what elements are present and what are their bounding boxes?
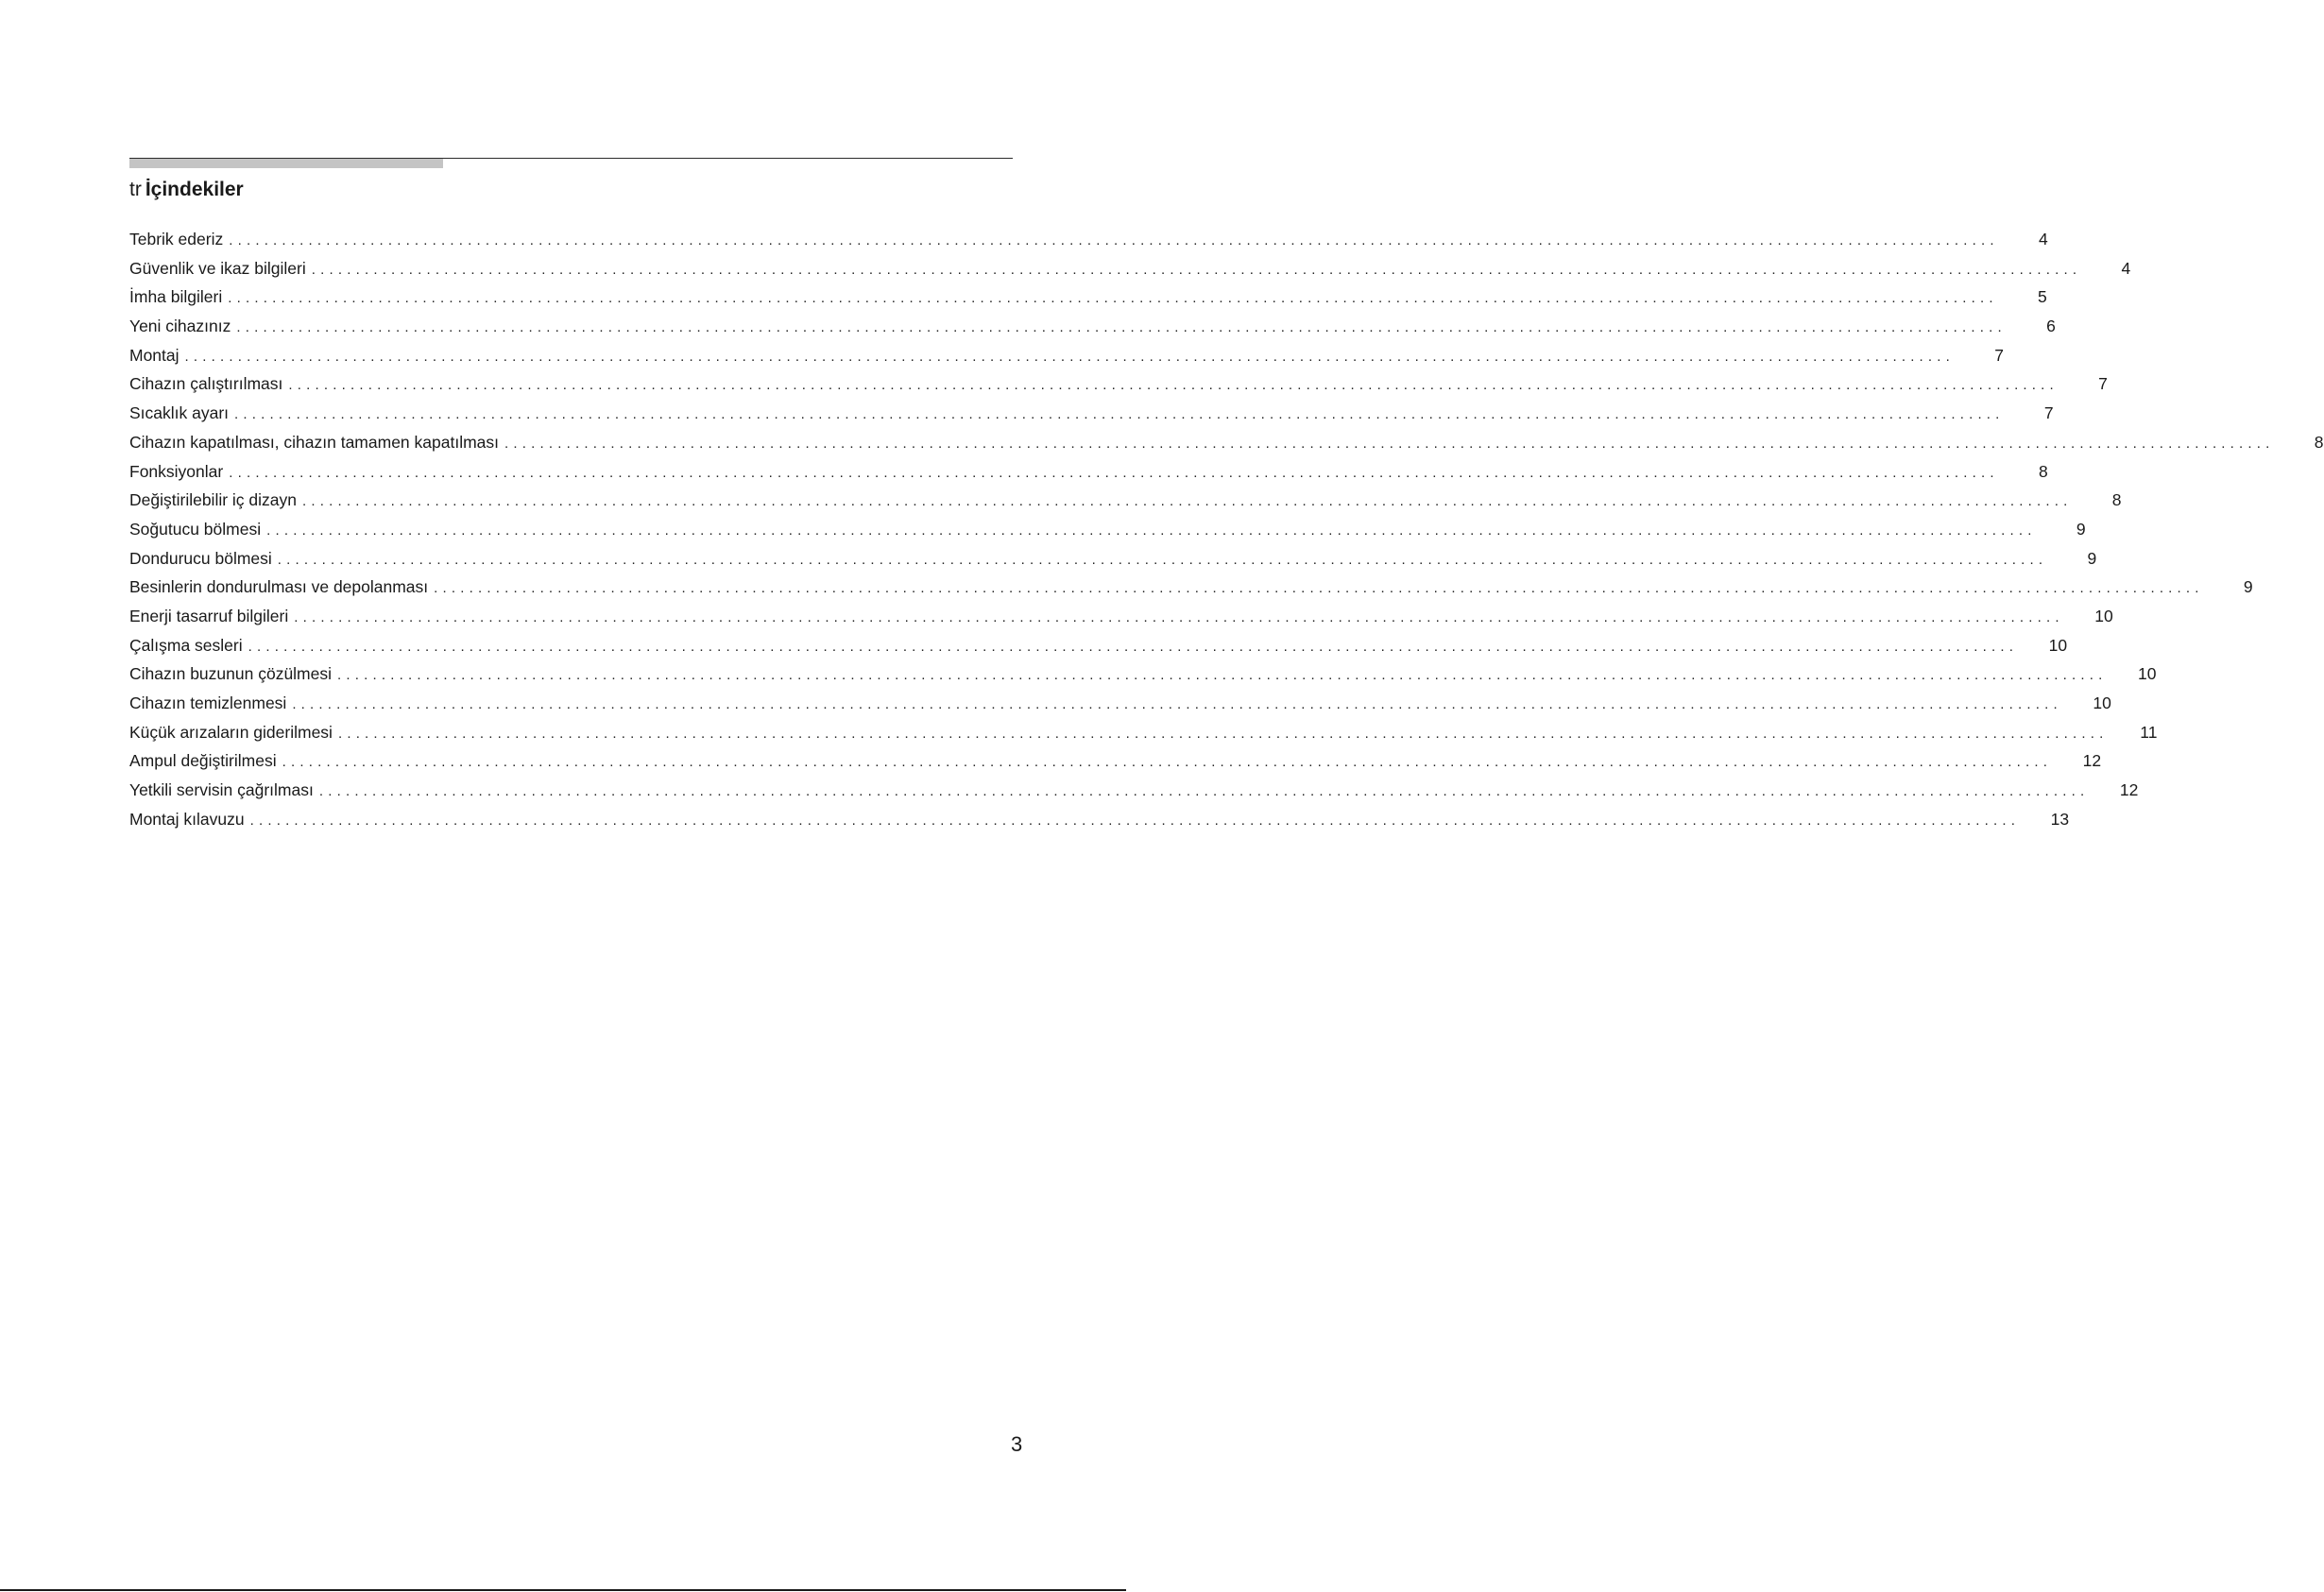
toc-entry-page: 8 — [2038, 461, 2048, 481]
toc-entry[interactable] — [129, 312, 2056, 341]
toc-entry-title: Tebrik ederiz — [129, 230, 224, 248]
toc-entry[interactable] — [129, 369, 2108, 399]
toc-leader-dots: ........................................................................................................................................................................................................ — [184, 348, 1956, 365]
toc-entry[interactable] — [129, 659, 2157, 689]
toc-entry-title: Cihazın buzunun çözülmesi — [129, 664, 333, 684]
toc-entry-title: Ampul değiştirilmesi — [129, 751, 277, 771]
toc-entry-title: Dondurucu bölmesi — [129, 548, 272, 568]
toc-entry-page: 10 — [2094, 606, 2113, 625]
toc-entry[interactable] — [129, 602, 2113, 631]
toc-entry-page: 7 — [1994, 345, 2005, 365]
header-accent-bar — [129, 159, 443, 168]
toc-entry-title: Soğutucu bölmesi — [129, 519, 262, 539]
toc-leader-dots: ........................................................................................................................................................................................................ — [337, 725, 2109, 742]
toc-entry-title: Cihazın temizlenmesi — [129, 693, 287, 712]
page-title-text: İçindekiler — [145, 179, 244, 200]
toc-leader-dots: ........................................................................................................................................................................................................ — [266, 522, 2037, 539]
toc-entry[interactable] — [129, 631, 2068, 660]
toc-entry-title: Montaj — [129, 345, 179, 365]
table-of-contents — [129, 225, 2324, 833]
toc-entry-title: Cihazın kapatılması, cihazın tamamen kapatılması — [129, 432, 500, 452]
toc-entry-page: 4 — [2121, 258, 2131, 278]
toc-leader-dots: ........................................................................................................................................................................................................ — [277, 551, 2048, 568]
toc-entry[interactable] — [129, 718, 2158, 747]
toc-entry-title: Küçük arızaların giderilmesi — [129, 722, 333, 742]
toc-entry-page: 10 — [2093, 693, 2111, 712]
toc-entry-title: Yeni cihazınız — [129, 317, 231, 336]
toc-entry-page: 7 — [2098, 374, 2108, 394]
toc-entry[interactable] — [129, 225, 2048, 254]
bottom-rule — [0, 1589, 1126, 1591]
toc-entry-page: 8 — [2314, 432, 2324, 452]
toc-entry-title: Fonksiyonlar — [129, 461, 224, 481]
toc-leader-dots: ........................................................................................................................................................................................................ — [229, 232, 1999, 248]
toc-entry-title: Enerji tasarruf bilgileri — [129, 606, 289, 625]
toc-entry-title: Besinlerin dondurulması ve depolanması — [129, 577, 429, 597]
toc-leader-dots: ........................................................................................................................................................................................................ — [288, 377, 2059, 394]
toc-entry[interactable] — [129, 515, 2086, 544]
toc-entry-title: Güvenlik ve ikaz bilgileri — [129, 258, 306, 278]
toc-entry-page: 12 — [2119, 780, 2139, 800]
page-title — [129, 178, 244, 202]
toc-leader-dots: ........................................................................................................................................................................................................ — [318, 783, 2090, 800]
toc-entry-page: 7 — [2043, 403, 2054, 423]
toc-leader-dots: ........................................................................................................................................................................................................ — [248, 638, 2019, 655]
toc-entry-title: Montaj kılavuzu — [129, 809, 245, 829]
toc-leader-dots: ........................................................................................................................................................................................................ — [504, 435, 2275, 452]
toc-entry[interactable] — [129, 776, 2139, 805]
toc-leader-dots: ........................................................................................................................................................................................................ — [236, 319, 2007, 336]
toc-leader-dots: ........................................................................................................................................................................................................ — [302, 493, 2073, 510]
toc-entry[interactable] — [129, 805, 2070, 834]
toc-entry-title: Değiştirilebilir iç dizayn — [129, 490, 297, 510]
toc-entry-title: Yetkili servisin çağrılması — [129, 780, 314, 800]
toc-entry-title: İmha bilgileri — [129, 287, 223, 307]
toc-entry[interactable] — [129, 573, 2253, 602]
toc-entry-page: 13 — [2050, 809, 2070, 829]
toc-entry-page: 8 — [2111, 490, 2122, 510]
toc-entry-page: 5 — [2038, 287, 2047, 307]
toc-entry-page: 10 — [2048, 635, 2068, 655]
toc-entry[interactable] — [129, 254, 2131, 283]
toc-leader-dots: ........................................................................................................................................................................................................ — [228, 290, 1998, 307]
toc-entry-page: 12 — [2082, 751, 2102, 771]
toc-entry[interactable] — [129, 282, 2047, 312]
toc-entry-page: 9 — [2076, 519, 2086, 539]
toc-entry-page: 9 — [2243, 577, 2253, 597]
toc-leader-dots: ........................................................................................................................................................................................................ — [282, 754, 2053, 771]
toc-entry[interactable] — [129, 689, 2111, 718]
language-code: tr — [129, 179, 142, 200]
toc-leader-dots: ........................................................................................................................................................................................................ — [311, 261, 2082, 278]
toc-entry-title: Sıcaklık ayarı — [129, 403, 230, 423]
toc-entry[interactable] — [129, 746, 2102, 776]
toc-entry-page: 9 — [2087, 548, 2097, 568]
toc-entry[interactable] — [129, 457, 2048, 487]
page-number: 3 — [1011, 1432, 1023, 1456]
toc-entry-page: 11 — [2140, 722, 2158, 742]
toc-leader-dots: ........................................................................................................................................................................................................ — [229, 464, 1999, 481]
toc-entry[interactable] — [129, 486, 2122, 515]
toc-entry[interactable] — [129, 399, 2054, 428]
toc-entry-page: 10 — [2138, 664, 2157, 684]
toc-entry[interactable] — [129, 341, 2005, 370]
toc-leader-dots: ........................................................................................................................................................................................................ — [234, 406, 2005, 423]
toc-leader-dots: ........................................................................................................................................................................................................ — [249, 812, 2021, 829]
toc-leader-dots: ........................................................................................................................................................................................................ — [294, 608, 2064, 625]
toc-entry-title: Cihazın çalıştırılması — [129, 374, 283, 394]
toc-entry[interactable] — [129, 544, 2097, 573]
toc-leader-dots: ........................................................................................................................................................................................................ — [434, 580, 2204, 597]
toc-leader-dots: ........................................................................................................................................................................................................ — [292, 696, 2062, 712]
toc-entry-title: Çalışma sesleri — [129, 635, 243, 655]
toc-entry-page: 6 — [2046, 317, 2056, 336]
toc-entry[interactable] — [129, 428, 2324, 457]
toc-leader-dots: ........................................................................................................................................................................................................ — [337, 667, 2108, 684]
toc-entry-page: 4 — [2038, 230, 2048, 248]
